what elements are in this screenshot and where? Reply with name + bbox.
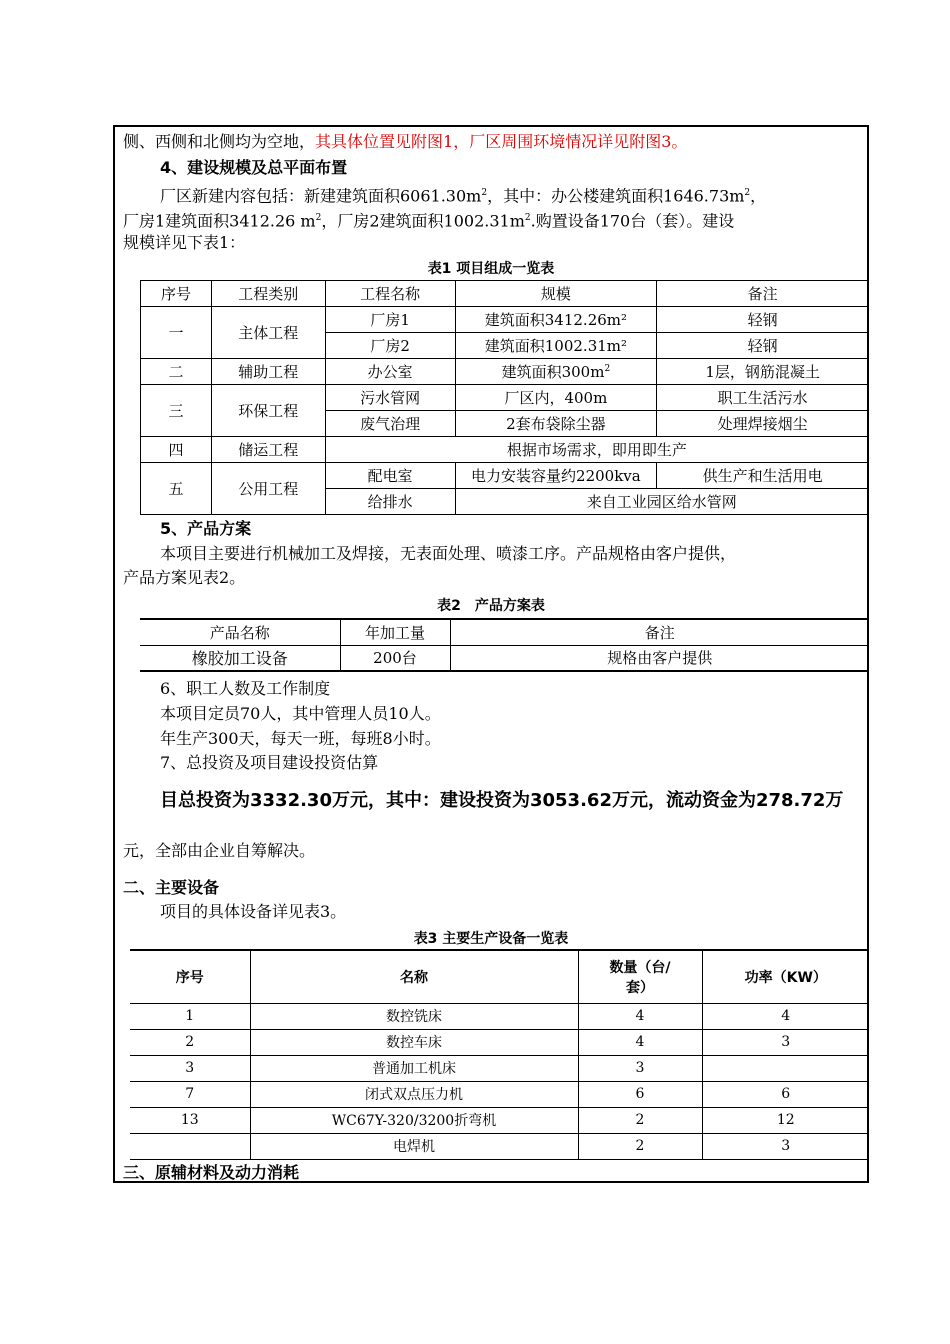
cell: 4 [702,1003,869,1029]
cell: 建筑面积1002.31m² [455,333,657,359]
table-2-header-row [140,619,869,645]
th-annual-volume: 年加工量 [340,619,450,645]
cell: 建筑面积$300m^2$ [455,359,657,385]
table-1-header-row [141,281,869,307]
cell: 环保工程 [211,385,325,437]
cell: 轻钢 [657,333,869,359]
section-5-line-1: 本项目主要进行机械加工及焊接，无表面处理、喷漆工序。产品规格由客户提供， [160,544,737,563]
cell: 给排水 [325,489,455,515]
table-row [141,307,869,333]
cell: 主体工程 [211,307,325,359]
section-4-heading: 4、建设规模及总平面布置 [160,158,348,177]
cell: 1层，钢筋混凝土 [657,359,869,385]
table-row [130,1133,869,1159]
cell: 2 [130,1029,250,1055]
section-5-heading: 5、产品方案 [160,519,252,538]
cell: 普通加工机床 [250,1055,578,1081]
cell: 辅助工程 [211,359,325,385]
th-category: 工程类别 [211,281,325,307]
th-power: 功率（KW） [702,950,869,1003]
cell: 厂房2 [325,333,455,359]
cell: 3 [702,1029,869,1055]
cell: 厂区内，400m [455,385,657,411]
section-4-line-3: 规模详见下表1： [123,233,246,252]
cell: 6 [702,1081,869,1107]
section-6-line-2: 年生产300天，每天一班，每班8小时。 [160,729,441,748]
section-7-line-1: 目总投资为3332.30万元，其中：建设投资为3053.62万元，流动资金为278.72万 [160,790,844,811]
cell: 数控车床 [250,1029,578,1055]
cell [130,1133,250,1159]
cell: 2 [578,1133,702,1159]
cell: 根据市场需求，即用即生产 [325,437,868,463]
cell: 来自工业园区给水管网 [455,489,869,515]
cell: 电焊机 [250,1133,578,1159]
section-6-heading: 6、职工人数及工作制度 [160,679,331,698]
part-2-line-1: 项目的具体设备详见表3。 [160,902,347,921]
cell: 轻钢 [657,307,869,333]
cell: 污水管网 [325,385,455,411]
table-3-caption: 表3 主要生产设备一览表 [413,931,569,947]
table-row [130,1055,869,1081]
cell: 3 [578,1055,702,1081]
part-3-heading: 三、原辅材料及动力消耗 [123,1163,300,1182]
cell: 五 [141,463,212,515]
cell: 13 [130,1107,250,1133]
cell: 厂房1 [325,307,455,333]
th-name: 名称 [250,950,578,1003]
section-4-line-1: 厂区新建内容包括：新建建筑面积$6061.30m^2$，其中：办公楼建筑面积$1646.73m^2$， [160,186,767,206]
th-remark: 备注 [657,281,869,307]
table-2 [140,618,869,672]
table-row [140,645,869,671]
table-row [141,359,869,385]
cell: 1 [130,1003,250,1029]
cell: 橡胶加工设备 [140,645,340,671]
cell: 办公室 [325,359,455,385]
cell: 供生产和生活用电 [657,463,869,489]
th-no: 序号 [130,950,250,1003]
table-row [130,1003,869,1029]
cell [702,1055,869,1081]
cell: WC67Y-320/3200折弯机 [250,1107,578,1133]
th-quantity: 数量（台/ 套） [578,950,702,1003]
table-1-caption: 表1 项目组成一览表 [427,261,555,277]
cell: 7 [130,1081,250,1107]
cell: 处理焊接烟尘 [657,411,869,437]
cell: 建筑面积3412.26m² [455,307,657,333]
cell: 废气治理 [325,411,455,437]
section-6-line-1: 本项目定员70人，其中管理人员10人。 [160,704,441,723]
section-7-heading: 7、总投资及项目建设投资估算 [160,753,379,772]
cell: 电力安装容量约2200kva [455,463,657,489]
th-scale: 规模 [455,281,657,307]
table-row [130,1029,869,1055]
cell: 二 [141,359,212,385]
cell: 储运工程 [211,437,325,463]
cell: 2 [578,1107,702,1133]
part-2-heading: 二、主要设备 [123,878,220,897]
table-3-header-row [130,950,869,1003]
section-5-line-2: 产品方案见表2。 [123,568,246,587]
section-4-line-2: 厂房1建筑面积3412.26 $m^2$，厂房2建筑面积$1002.31m^2$.购置设备170台（套）。建设 [123,211,735,231]
cell: 规格由客户提供 [450,645,869,671]
cell: 200台 [340,645,450,671]
cell: 三 [141,385,212,437]
th-product-name: 产品名称 [140,619,340,645]
cell: 12 [702,1107,869,1133]
th-remark: 备注 [450,619,869,645]
cell: 3 [702,1133,869,1159]
cell: 2套布袋除尘器 [455,411,657,437]
cell: 3 [130,1055,250,1081]
cell: 公用工程 [211,463,325,515]
table-1 [140,280,869,515]
section-7-line-2: 元，全部由企业自筹解决。 [123,841,316,860]
table-row [141,463,869,489]
table-row [141,437,869,463]
table-3 [130,949,869,1160]
cell: 数控铣床 [250,1003,578,1029]
table-2-caption: 表2 产品方案表 [437,598,545,614]
cell: 6 [578,1081,702,1107]
cell: 4 [578,1029,702,1055]
cell: 一 [141,307,212,359]
cell: 闭式双点压力机 [250,1081,578,1107]
cell: 四 [141,437,212,463]
th-no: 序号 [141,281,212,307]
table-row [141,385,869,411]
th-name: 工程名称 [325,281,455,307]
cell: 4 [578,1003,702,1029]
cell: 职工生活污水 [657,385,869,411]
cell: 配电室 [325,463,455,489]
table-row [130,1107,869,1133]
table-row [130,1081,869,1107]
intro-line: 侧、西侧和北侧均为空地，其具体位置见附图1，厂区周围环境情况详见附图3。 [123,132,688,151]
